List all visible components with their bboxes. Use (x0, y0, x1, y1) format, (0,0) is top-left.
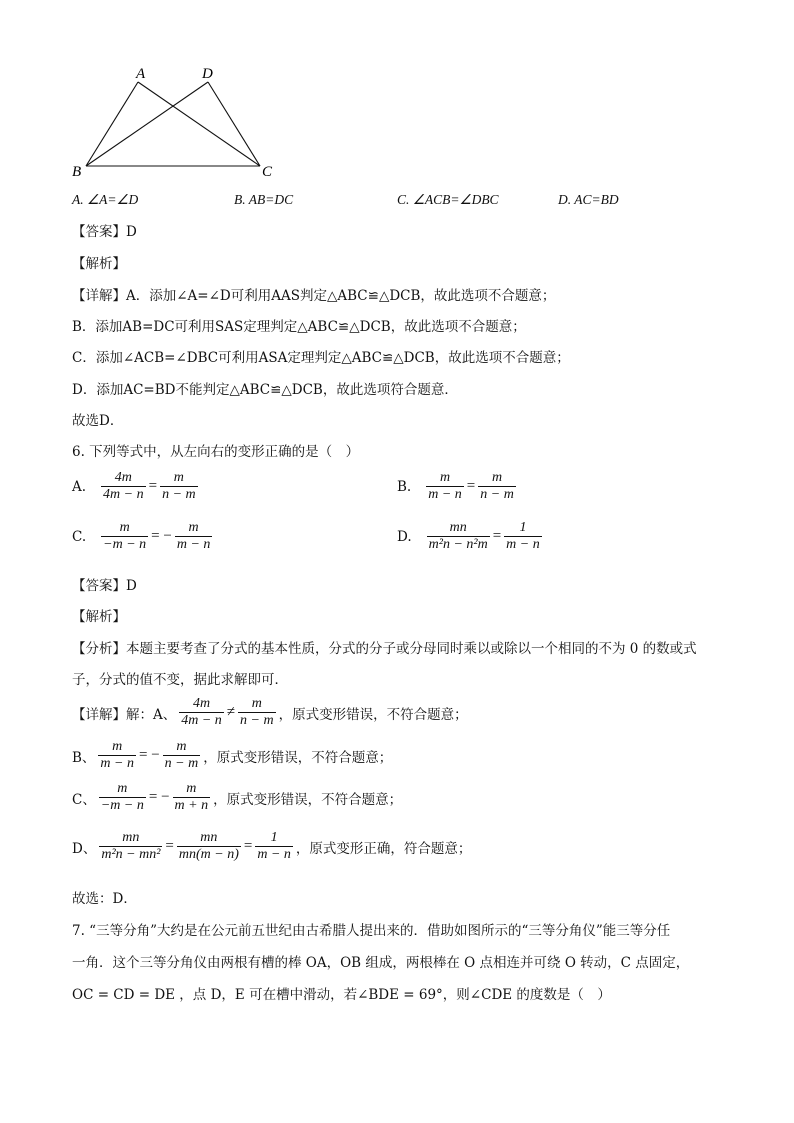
denominator: mn(m − n) (178, 847, 239, 862)
fraction (238, 696, 276, 729)
denominator: n − m (162, 487, 196, 502)
fraction (179, 696, 224, 729)
q5-option-c: C. ∠ACB=∠DBC (397, 192, 499, 207)
q6-detail-a: 【详解】解：A、 $\frac{4m}{4m - n}$ ≠ $\frac{m}{n - m}$ ，原式变形错误，不符合题意； (72, 696, 468, 728)
q6-option-b: B. $\frac{m}{m - n}$ = $\frac{m}{n - m}$ (397, 470, 514, 502)
fraction (98, 739, 136, 772)
denominator: 4m − n (181, 713, 222, 728)
label-d: D (202, 66, 213, 82)
numerator: mn (177, 830, 241, 847)
q5-detail-d: D．添加AC=BD不能判定△ABC≌△DCB，故此选项符合题意． (72, 382, 458, 398)
q6-option-a: A. $\frac{4m}{4m - n}$ = $\frac{m}{n - m}$ (72, 470, 196, 502)
fraction (427, 520, 490, 553)
q5-detail-b: B．添加AB=DC可利用SAS定理判定△ABC≌△DCB，故此选项不合题意； (72, 319, 526, 335)
q6-fenxi-line2: 子，分式的值不变，据此求解即可． (72, 672, 288, 688)
fraction (101, 470, 146, 503)
numerator: 4m (179, 696, 224, 713)
segment-ac (138, 82, 260, 166)
numerator: m (99, 781, 146, 798)
detail-suffix: ，原式变形正确，符合题意； (295, 840, 472, 857)
fraction (99, 830, 162, 863)
triangle-figure (66, 62, 286, 184)
detail-prefix: 【详解】解：A、 (72, 706, 177, 723)
denominator: m − n (257, 847, 291, 862)
q7-line2: 一角．这个三等分角仪由两根有槽的棒 OA，OB 组成，两根棒在 O 点相连并可绕 O 转动，C 点固定， (72, 955, 690, 971)
fraction (177, 830, 241, 863)
numerator: m (478, 470, 516, 487)
denominator: n − m (240, 713, 274, 728)
q6-answer: 【答案】D (72, 578, 137, 594)
q5-answer: 【答案】D (72, 224, 137, 240)
option-label: D. (397, 528, 412, 545)
denominator: −m − n (100, 798, 144, 813)
label-a: A (136, 66, 146, 82)
q6-detail-c: C、 $\frac{m}{-m - n}$ = − $\frac{m}{m + n}$ ，原式变形错误，不符合题意； (72, 781, 403, 813)
denominator: m²n − mn² (101, 847, 161, 862)
q6-choose: 故选：D． (72, 891, 137, 907)
q5-detail-a: 【详解】A．添加∠A=∠D可利用AAS判定△ABC≌△DCB，故此选项不合题意； (72, 288, 556, 304)
detail-suffix: ，原式变形错误，不符合题意； (213, 791, 403, 808)
option-label: C. (72, 528, 87, 545)
detail-suffix: ，原式变形错误，不符合题意； (278, 706, 468, 723)
q7-line3: OC = CD = DE ，点 D，E 可在槽中滑动，若∠BDE = 69°，则∠CDE 的度数是（ ） (72, 987, 611, 1003)
numerator: m (175, 520, 213, 537)
denominator: 4m − n (103, 487, 144, 502)
numerator: 1 (504, 520, 542, 537)
option-label: B. (397, 478, 412, 495)
q6-option-d: D. $\frac{mn}{\text{m²n − n²m}}$ = $\frac{1}{m - n}$ (397, 520, 540, 552)
denominator: m − n (100, 756, 134, 771)
q5-choose: 故选D． (72, 413, 124, 429)
numerator: m (238, 696, 276, 713)
label-b: B (72, 164, 82, 180)
q6-detail-d: D、 $\frac{mn}{\text{m²n − mn²}}$ = $\frac{mn}{mn(m - n)}$ = $\frac{1}{m - n}$ ，原式变形正确，符合题意； (72, 830, 472, 862)
q5-option-b: B. AB=DC (234, 192, 294, 207)
numerator: m (101, 520, 148, 537)
denominator: −m − n (103, 537, 147, 552)
denominator: m − n (176, 537, 211, 552)
denominator: n − m (480, 487, 514, 502)
fraction (504, 520, 542, 553)
fraction (173, 781, 211, 814)
fraction (163, 739, 201, 772)
numerator: mn (427, 520, 490, 537)
numerator: m (426, 470, 464, 487)
denominator: m − n (428, 487, 462, 502)
q5-option-a: A. ∠A=∠D (72, 192, 139, 207)
segment-dc (208, 82, 260, 166)
fraction (160, 470, 198, 503)
fraction (175, 520, 213, 553)
fraction (426, 470, 464, 503)
detail-suffix: ，原式变形错误，不符合题意； (203, 749, 393, 766)
segment-ba (86, 82, 138, 166)
numerator: 4m (101, 470, 146, 487)
q6-option-c: C. $\frac{m}{-m - n}$ = − $\frac{m}{m - n}$ (72, 520, 211, 552)
option-label: A. (72, 478, 87, 495)
denominator: m + n (174, 798, 209, 813)
q5-detail-c: C．添加∠ACB=∠DBC可利用ASA定理判定△ABC≌△DCB，故此选项不合题意； (72, 350, 570, 366)
segment-bd (86, 82, 208, 166)
fraction (478, 470, 516, 503)
label-c: C (262, 164, 273, 180)
q7-line1: 7. “三等分角”大约是在公元前五世纪由古希腊人提出来的．借助如图所示的“三等分角仪”能三等分任 (72, 923, 671, 939)
fraction (255, 830, 293, 863)
q6-analysis-heading: 【解析】 (72, 609, 126, 625)
q5-analysis-heading: 【解析】 (72, 256, 126, 272)
denominator: n − m (164, 756, 199, 771)
denominator: m − n (506, 537, 540, 552)
denominator: m²n − n²m (428, 537, 488, 552)
fraction (99, 781, 146, 814)
numerator: m (160, 470, 198, 487)
fraction (101, 520, 148, 553)
numerator: m (173, 781, 211, 798)
q5-option-d: D. AC=BD (558, 192, 619, 207)
detail-prefix: D、 (72, 840, 97, 857)
q6-fenxi-line1: 【分析】本题主要考查了分式的基本性质，分式的分子或分母同时乘以或除以一个相同的不为 0 的数或式 (72, 641, 697, 657)
detail-prefix: B、 (72, 749, 96, 766)
q6-detail-b: B、 $\frac{m}{m - n}$ = − $\frac{m}{n - m}$ ，原式变形错误，不符合题意； (72, 739, 393, 771)
q6-stem: 6. 下列等式中，从左向右的变形正确的是（ ） (72, 444, 360, 460)
numerator: m (163, 739, 201, 756)
detail-prefix: C、 (72, 791, 96, 808)
numerator: mn (99, 830, 162, 847)
numerator: m (98, 739, 136, 756)
numerator: 1 (255, 830, 293, 847)
